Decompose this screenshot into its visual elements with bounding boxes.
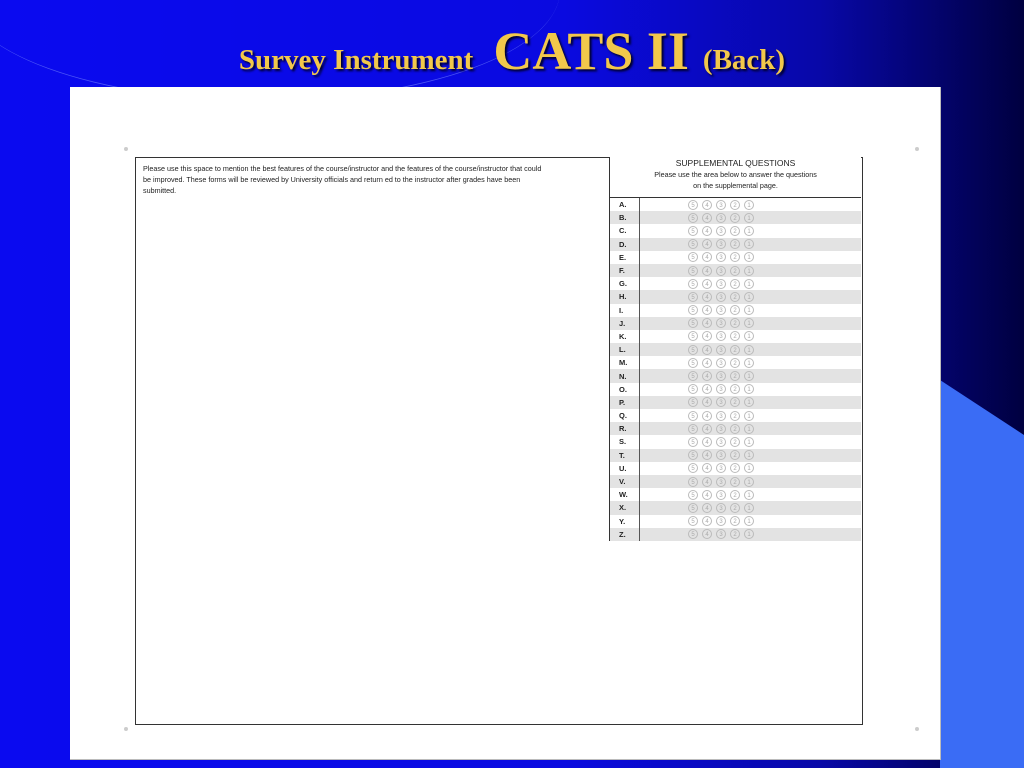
answer-bubble: 2 <box>730 266 740 276</box>
row-label: Z. <box>610 528 640 541</box>
supplemental-header <box>610 157 861 198</box>
answer-bubble: 4 <box>702 490 712 500</box>
answer-bubble: 4 <box>702 266 712 276</box>
answer-bubble: 5 <box>688 516 698 526</box>
answer-bubble: 5 <box>688 463 698 473</box>
answer-bubble: 4 <box>702 397 712 407</box>
supplemental-row <box>610 515 861 528</box>
supplemental-row <box>610 238 861 251</box>
answer-bubble: 2 <box>730 503 740 513</box>
answer-bubble: 4 <box>702 345 712 355</box>
row-label: T. <box>610 449 640 462</box>
answer-bubble: 3 <box>716 279 726 289</box>
row-label: K. <box>610 330 640 343</box>
row-label: A. <box>610 198 640 211</box>
answer-bubble: 3 <box>716 252 726 262</box>
answer-bubble: 2 <box>730 279 740 289</box>
answer-bubble: 2 <box>730 226 740 236</box>
answer-bubble: 1 <box>744 305 754 315</box>
answer-bubble: 4 <box>702 226 712 236</box>
answer-bubble: 5 <box>688 437 698 447</box>
answer-bubble: 4 <box>702 239 712 249</box>
answer-bubbles <box>688 490 754 500</box>
row-label: Y. <box>610 515 640 528</box>
supplemental-row <box>610 369 861 382</box>
supplemental-row <box>610 396 861 409</box>
answer-bubble: 3 <box>716 490 726 500</box>
answer-bubble: 2 <box>730 424 740 434</box>
answer-bubble: 1 <box>744 213 754 223</box>
answer-bubble: 3 <box>716 371 726 381</box>
answer-bubbles <box>688 477 754 487</box>
answer-bubble: 4 <box>702 437 712 447</box>
answer-bubble: 1 <box>744 477 754 487</box>
answer-bubble: 1 <box>744 331 754 341</box>
answer-bubble: 3 <box>716 424 726 434</box>
answer-bubble: 4 <box>702 463 712 473</box>
supplemental-row <box>610 449 861 462</box>
row-label: M. <box>610 356 640 369</box>
supplemental-row <box>610 277 861 290</box>
answer-bubble: 1 <box>744 503 754 513</box>
answer-bubbles <box>688 252 754 262</box>
supplemental-row <box>610 317 861 330</box>
answer-bubble: 2 <box>730 200 740 210</box>
answer-bubble: 2 <box>730 239 740 249</box>
answer-bubble: 1 <box>744 279 754 289</box>
answer-bubble: 5 <box>688 529 698 539</box>
answer-bubble: 4 <box>702 516 712 526</box>
answer-bubble: 4 <box>702 305 712 315</box>
answer-bubbles <box>688 463 754 473</box>
row-label: P. <box>610 396 640 409</box>
supplemental-row <box>610 356 861 369</box>
registration-mark <box>915 147 919 151</box>
answer-bubble: 2 <box>730 252 740 262</box>
row-label: N. <box>610 369 640 382</box>
answer-bubble: 3 <box>716 200 726 210</box>
supplemental-title: SUPPLEMENTAL QUESTIONS <box>675 158 796 168</box>
answer-bubble: 2 <box>730 516 740 526</box>
answer-bubble: 4 <box>702 477 712 487</box>
answer-bubble: 2 <box>730 358 740 368</box>
answer-bubble: 3 <box>716 331 726 341</box>
row-label: E. <box>610 251 640 264</box>
answer-bubbles <box>688 371 754 381</box>
answer-bubble: 1 <box>744 371 754 381</box>
row-label: Q. <box>610 409 640 422</box>
registration-mark <box>124 727 128 731</box>
answer-bubble: 1 <box>744 266 754 276</box>
answer-bubble: 4 <box>702 450 712 460</box>
row-label: J. <box>610 317 640 330</box>
row-label: D. <box>610 238 640 251</box>
answer-bubble: 1 <box>744 292 754 302</box>
answer-bubble: 4 <box>702 411 712 421</box>
row-label: V. <box>610 475 640 488</box>
supplemental-row <box>610 528 861 541</box>
answer-bubble: 1 <box>744 463 754 473</box>
answer-bubble: 4 <box>702 252 712 262</box>
answer-bubble: 1 <box>744 384 754 394</box>
answer-bubbles <box>688 516 754 526</box>
answer-bubble: 1 <box>744 529 754 539</box>
answer-bubble: 1 <box>744 437 754 447</box>
answer-bubble: 5 <box>688 450 698 460</box>
answer-bubble: 3 <box>716 213 726 223</box>
supplemental-instructions-1: Please use the area below to answer the questions <box>654 170 817 179</box>
title-part-1: Survey Instrument <box>238 44 474 76</box>
supplemental-row <box>610 304 861 317</box>
answer-bubble: 2 <box>730 305 740 315</box>
answer-bubble: 5 <box>688 213 698 223</box>
row-label: G. <box>610 277 640 290</box>
answer-bubble: 2 <box>730 371 740 381</box>
title-part-3: (Back) <box>702 44 786 76</box>
supplemental-row <box>610 198 861 211</box>
answer-bubble: 5 <box>688 424 698 434</box>
registration-mark <box>124 147 128 151</box>
answer-bubble: 3 <box>716 529 726 539</box>
answer-bubble: 5 <box>688 305 698 315</box>
answer-bubble: 3 <box>716 358 726 368</box>
supplemental-row <box>610 224 861 237</box>
answer-bubble: 3 <box>716 226 726 236</box>
answer-bubble: 1 <box>744 450 754 460</box>
answer-bubble: 2 <box>730 490 740 500</box>
answer-bubble: 3 <box>716 411 726 421</box>
title-part-2: CATS II <box>493 21 689 81</box>
answer-bubble: 1 <box>744 358 754 368</box>
answer-bubble: 3 <box>716 318 726 328</box>
answer-bubble: 2 <box>730 345 740 355</box>
supplemental-row <box>610 383 861 396</box>
answer-bubble: 1 <box>744 200 754 210</box>
answer-bubble: 2 <box>730 384 740 394</box>
answer-bubble: 2 <box>730 318 740 328</box>
answer-bubbles <box>688 503 754 513</box>
answer-bubble: 1 <box>744 345 754 355</box>
answer-bubble: 5 <box>688 226 698 236</box>
supplemental-row <box>610 343 861 356</box>
answer-bubble: 5 <box>688 371 698 381</box>
row-label: W. <box>610 488 640 501</box>
answer-bubble: 4 <box>702 503 712 513</box>
answer-bubble: 1 <box>744 490 754 500</box>
supplemental-row <box>610 330 861 343</box>
answer-bubble: 1 <box>744 239 754 249</box>
decorative-shape <box>940 380 1024 768</box>
answer-bubbles <box>688 226 754 236</box>
supplemental-row <box>610 435 861 448</box>
answer-bubble: 3 <box>716 516 726 526</box>
answer-bubble: 2 <box>730 213 740 223</box>
answer-bubbles <box>688 384 754 394</box>
answer-bubbles <box>688 358 754 368</box>
answer-bubbles <box>688 266 754 276</box>
answer-bubbles <box>688 292 754 302</box>
answer-bubble: 3 <box>716 266 726 276</box>
supplemental-row <box>610 290 861 303</box>
answer-bubble: 4 <box>702 279 712 289</box>
row-label: L. <box>610 343 640 356</box>
supplemental-row <box>610 422 861 435</box>
supplemental-row <box>610 462 861 475</box>
answer-bubbles <box>688 213 754 223</box>
answer-bubbles <box>688 450 754 460</box>
answer-bubbles <box>688 529 754 539</box>
survey-form-image <box>70 87 941 760</box>
row-label: S. <box>610 435 640 448</box>
answer-bubble: 4 <box>702 371 712 381</box>
answer-bubble: 3 <box>716 477 726 487</box>
answer-bubble: 5 <box>688 384 698 394</box>
answer-bubble: 1 <box>744 424 754 434</box>
answer-bubbles <box>688 331 754 341</box>
supplemental-row <box>610 475 861 488</box>
answer-bubble: 5 <box>688 239 698 249</box>
answer-bubble: 2 <box>730 411 740 421</box>
answer-bubble: 5 <box>688 345 698 355</box>
answer-bubble: 5 <box>688 503 698 513</box>
answer-bubbles <box>688 424 754 434</box>
answer-bubble: 3 <box>716 305 726 315</box>
answer-bubble: 4 <box>702 292 712 302</box>
answer-bubble: 3 <box>716 503 726 513</box>
supplemental-row <box>610 501 861 514</box>
row-label: X. <box>610 501 640 514</box>
answer-bubble: 5 <box>688 490 698 500</box>
answer-bubble: 3 <box>716 437 726 447</box>
answer-bubble: 5 <box>688 252 698 262</box>
answer-bubble: 4 <box>702 424 712 434</box>
row-label: B. <box>610 211 640 224</box>
answer-bubble: 2 <box>730 331 740 341</box>
supplemental-row <box>610 264 861 277</box>
answer-bubbles <box>688 345 754 355</box>
registration-mark <box>915 727 919 731</box>
answer-bubble: 5 <box>688 318 698 328</box>
answer-bubble: 4 <box>702 331 712 341</box>
answer-bubble: 3 <box>716 397 726 407</box>
answer-bubbles <box>688 305 754 315</box>
row-label: C. <box>610 224 640 237</box>
answer-bubble: 2 <box>730 450 740 460</box>
slide-title <box>0 20 1024 82</box>
row-label: F. <box>610 264 640 277</box>
answer-bubble: 4 <box>702 358 712 368</box>
answer-bubble: 2 <box>730 292 740 302</box>
answer-bubble: 1 <box>744 318 754 328</box>
answer-bubbles <box>688 318 754 328</box>
row-label: I. <box>610 304 640 317</box>
answer-bubble: 4 <box>702 529 712 539</box>
answer-bubble: 2 <box>730 397 740 407</box>
answer-bubble: 4 <box>702 384 712 394</box>
answer-bubble: 5 <box>688 358 698 368</box>
answer-bubbles <box>688 397 754 407</box>
answer-bubble: 3 <box>716 463 726 473</box>
answer-bubble: 5 <box>688 200 698 210</box>
comments-instructions: Please use this space to mention the best features of the course/instructor and the features of the course/instructor that could be improved. These forms will be reviewed by University officials and return ed to the instructor after grades have been submitted. <box>143 164 542 195</box>
answer-bubble: 1 <box>744 397 754 407</box>
answer-bubble: 1 <box>744 226 754 236</box>
answer-bubble: 5 <box>688 477 698 487</box>
row-label: U. <box>610 462 640 475</box>
answer-bubble: 2 <box>730 477 740 487</box>
answer-bubbles <box>688 200 754 210</box>
answer-bubble: 2 <box>730 463 740 473</box>
answer-bubble: 4 <box>702 200 712 210</box>
answer-bubble: 3 <box>716 345 726 355</box>
answer-bubble: 5 <box>688 397 698 407</box>
supplemental-rows <box>610 198 861 541</box>
supplemental-row <box>610 488 861 501</box>
answer-bubble: 1 <box>744 252 754 262</box>
answer-bubble: 3 <box>716 384 726 394</box>
answer-bubble: 5 <box>688 331 698 341</box>
supplemental-instructions-2: on the supplemental page. <box>693 181 778 190</box>
supplemental-row <box>610 251 861 264</box>
supplemental-questions-panel <box>609 157 861 541</box>
answer-bubble: 1 <box>744 516 754 526</box>
supplemental-row <box>610 409 861 422</box>
answer-bubble: 5 <box>688 411 698 421</box>
answer-bubble: 3 <box>716 450 726 460</box>
answer-bubble: 3 <box>716 239 726 249</box>
answer-bubbles <box>688 437 754 447</box>
answer-bubble: 5 <box>688 292 698 302</box>
answer-bubbles <box>688 239 754 249</box>
answer-bubble: 5 <box>688 266 698 276</box>
row-label: H. <box>610 290 640 303</box>
answer-bubble: 4 <box>702 318 712 328</box>
answer-bubble: 4 <box>702 213 712 223</box>
answer-bubbles <box>688 411 754 421</box>
answer-bubble: 2 <box>730 529 740 539</box>
answer-bubble: 1 <box>744 411 754 421</box>
supplemental-row <box>610 211 861 224</box>
answer-bubble: 5 <box>688 279 698 289</box>
row-label: R. <box>610 422 640 435</box>
answer-bubbles <box>688 279 754 289</box>
answer-bubble: 3 <box>716 292 726 302</box>
row-label: O. <box>610 383 640 396</box>
answer-bubble: 2 <box>730 437 740 447</box>
